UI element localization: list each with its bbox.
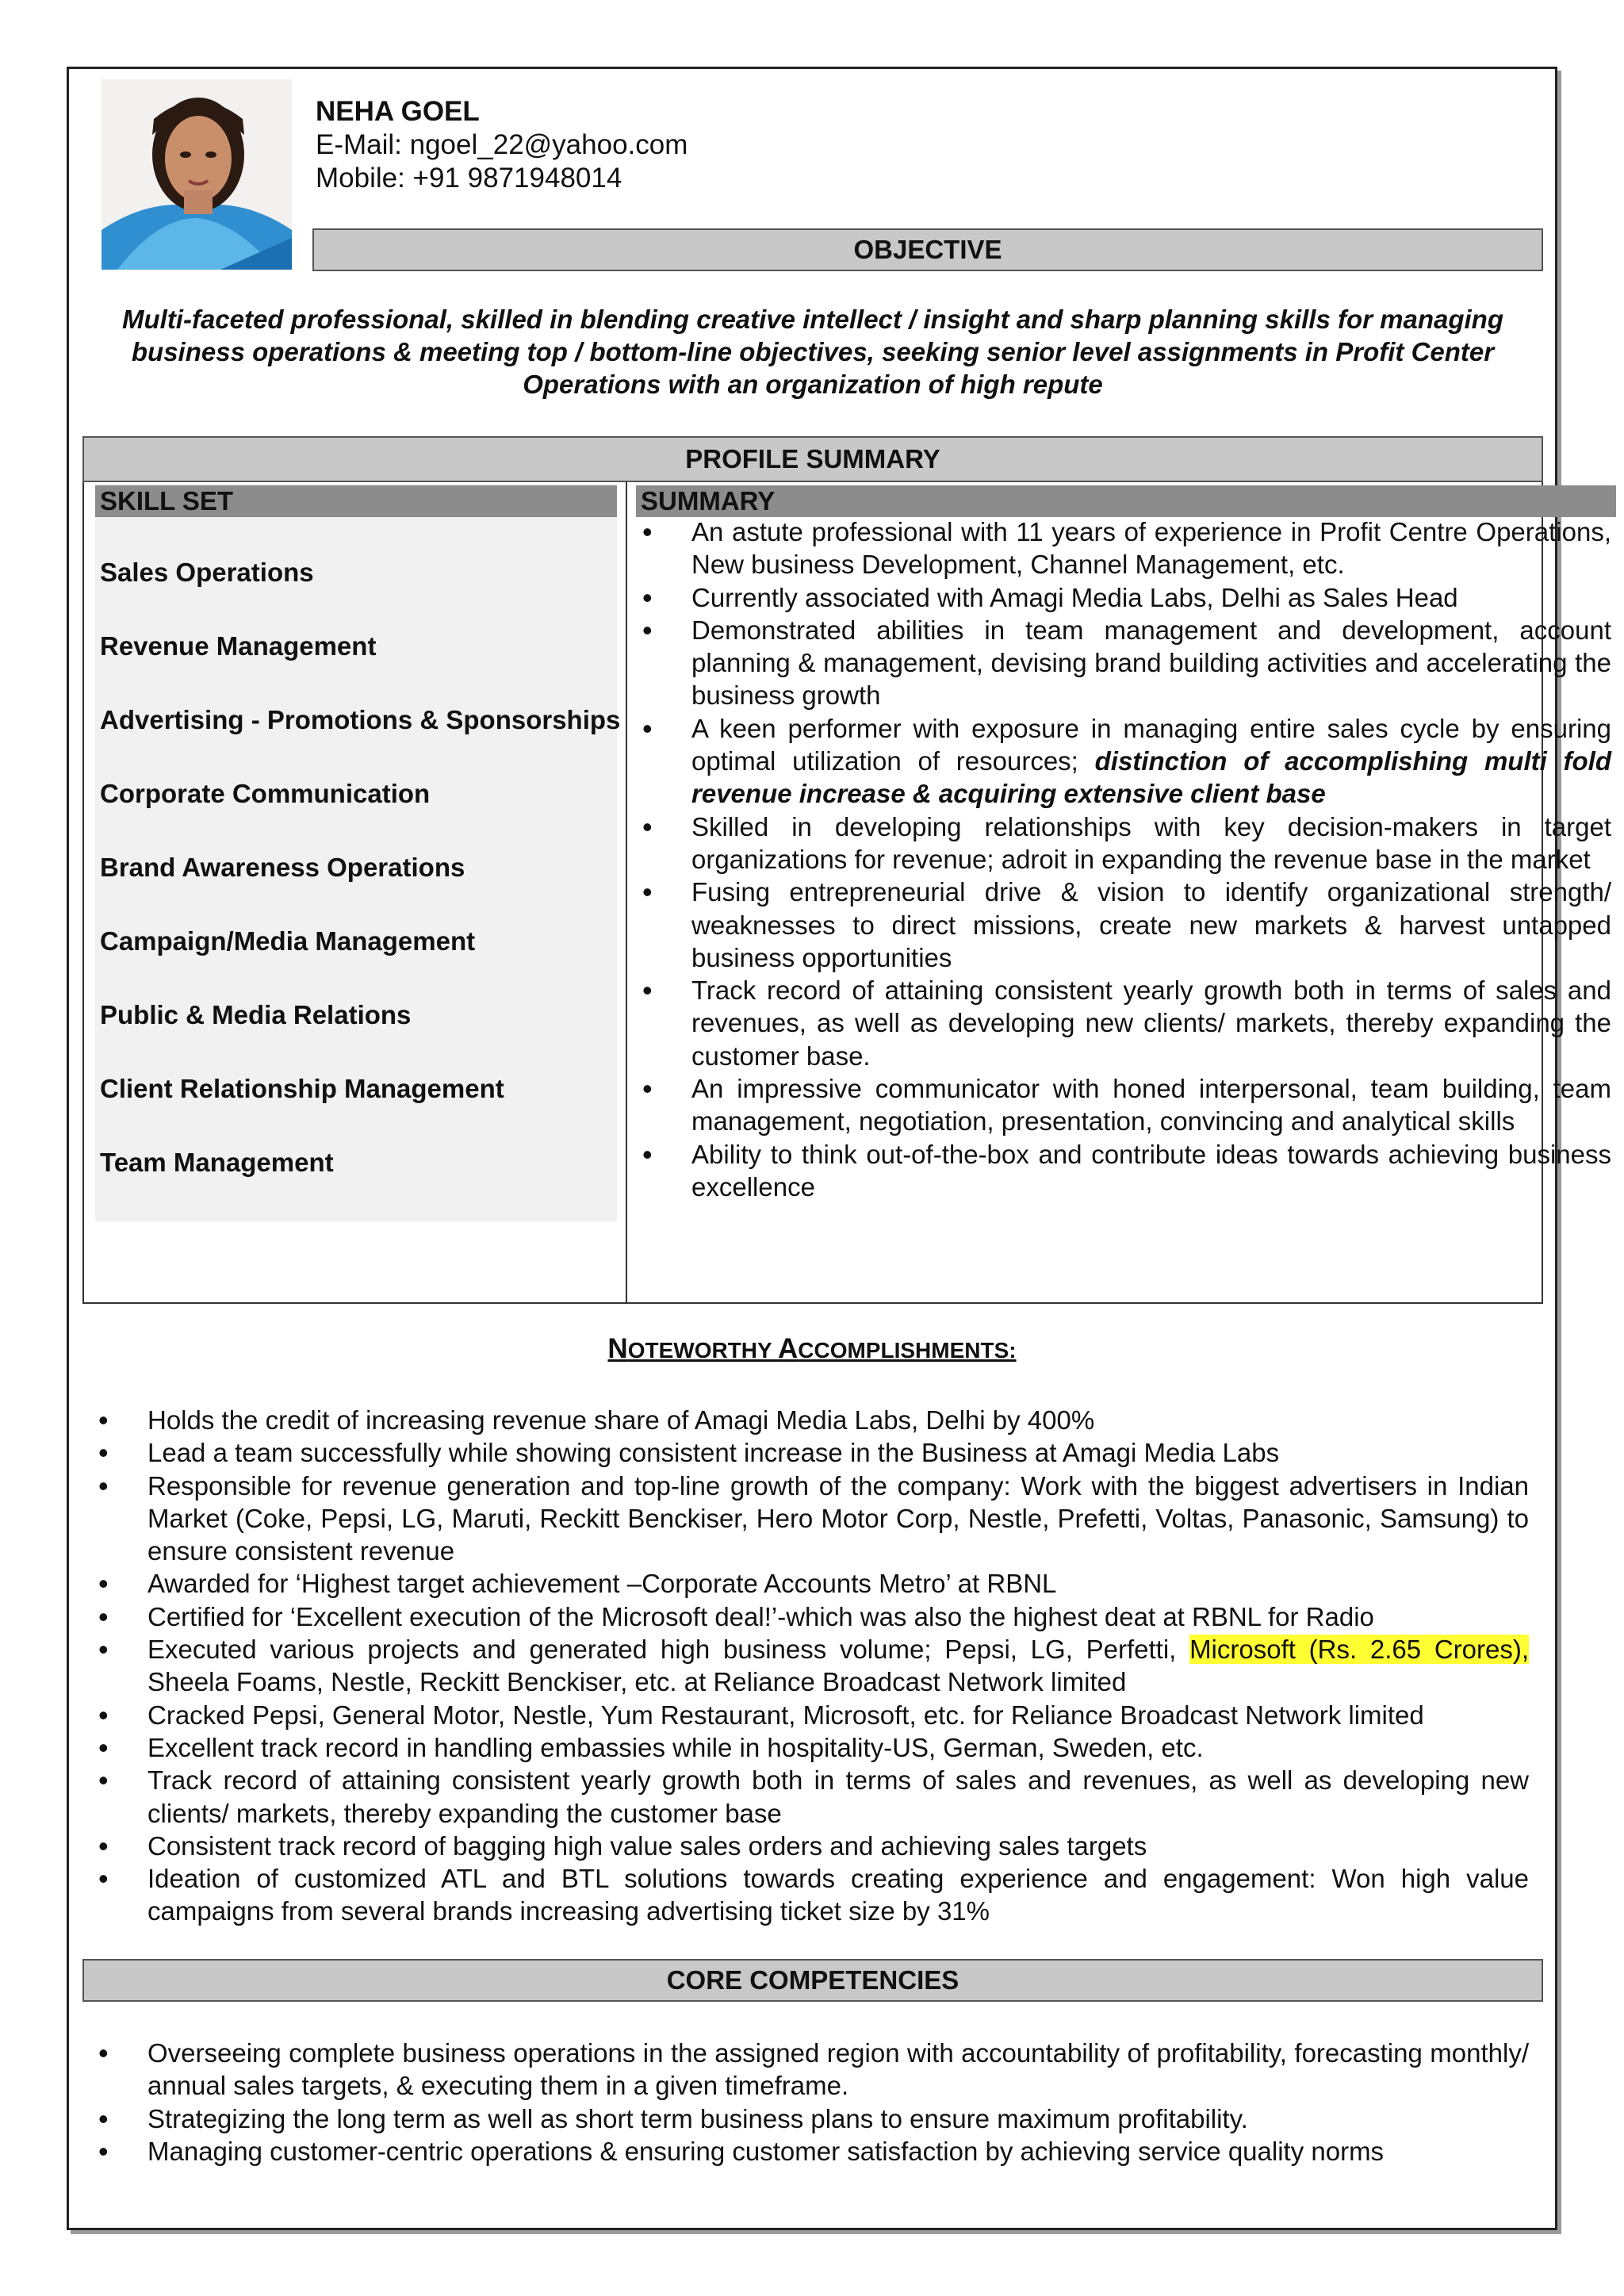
summary-item: • Currently associated with Amagi Media Labs, Delhi as Sales Head [636, 581, 1611, 614]
skill-item: Brand Awareness Operations [100, 853, 465, 882]
objective-text: Multi-faceted professional, skilled in blending creative intellect / insight and sharp planning skills for managing business operations & meeting top / bottom-line objectives, seeking senior level assignments in Profit Center Operations with an organization of high repute [122, 305, 1503, 399]
skill-item: Client Relationship Management [100, 1074, 504, 1103]
summary-heading: SUMMARY [636, 485, 1616, 517]
acc-heading-a: A [777, 1333, 799, 1364]
competency-item: • Overseeing complete business operations in the assigned region with accountability of profitability, forecasting monthly/ annual sales targets, & executing them in a given timeframe. [92, 2037, 1529, 2102]
mobile-line: Mobile: +91 9871948014 [316, 163, 622, 194]
accomplishment-item: • Cracked Pepsi, General Motor, Nestle, Yum Restaurant, Microsoft, etc. for Reliance Broadcast Network limited [92, 1699, 1529, 1731]
summary-item: • Demonstrated abilities in team management and development, account planning & management, devising brand building activities and accelerating the business growth [636, 614, 1611, 712]
summary-item-emphasis: distinction of accomplishing multi fold revenue increase & acquiring extensive client base [691, 746, 1612, 809]
accomplishment-item: • Lead a team successfully while showing consistent increase in the Business at Amagi Media Labs [92, 1436, 1529, 1469]
core-competencies-heading: CORE COMPETENCIES [82, 1959, 1543, 2002]
summary-item [636, 712, 1611, 811]
summary-item: • Track record of attaining consistent yearly growth both in terms of sales and revenues, as well as developing new clients/ markets, thereby expanding the customer base. [636, 974, 1611, 1072]
accomplishment-item: • Certified for ‘Excellent execution of the Microsoft deal!’-which was also the highest deat at RBNL for Radio [92, 1600, 1529, 1633]
accomplishment-item [92, 1633, 1529, 1699]
accomplishment-item: • Ideation of customized ATL and BTL solutions towards creating experience and engagement: Won high value campaigns from several brands increasing advertising ticket size by 31% [92, 1862, 1529, 1928]
core-competencies-list [92, 2037, 1529, 2168]
objective-heading: OBJECTIVE [312, 228, 1543, 271]
acc-heading-n: N [607, 1333, 628, 1364]
accomplishment-item: • Awarded for ‘Highest target achievement –Corporate Accounts Metro’ at RBNL [92, 1567, 1529, 1600]
skill-item: Public & Media Relations [100, 1000, 412, 1029]
skill-item: Corporate Communication [100, 779, 431, 808]
profile-summary-heading: PROFILE SUMMARY [82, 436, 1543, 482]
summary-item: • Fusing entrepreneurial drive & vision to identify organizational strength/ weaknesses to direct missions, create new markets & harvest untapped business opportunities [636, 876, 1611, 974]
skill-item: Team Management [100, 1148, 334, 1177]
summary-item-text: A keen performer with exposure in managing entire sales cycle by ensuring optimal utilization of resources; [691, 713, 1611, 776]
skill-item: Revenue Management [100, 631, 377, 661]
accomplishments-list [92, 1404, 1529, 1928]
competency-item: • Strategizing the long term as well as short term business plans to ensure maximum profitability. [92, 2102, 1529, 2135]
accomplishment-item: • Excellent track record in handling embassies while in hospitality-US, German, Sweden, etc. [92, 1731, 1529, 1764]
competency-item: • Managing customer-centric operations & ensuring customer satisfaction by achieving service quality norms [92, 2135, 1529, 2168]
profile-photo [102, 79, 292, 270]
acc-heading-ccomplishments: CCOMPLISHMENTS: [798, 1338, 1017, 1363]
accomplishment-text-rest: Sheela Foams, Nestle, Reckitt Benckiser, etc. at Reliance Broadcast Network limited [147, 1667, 1127, 1697]
skill-set-heading: SKILL SET [95, 485, 617, 517]
summary-list [636, 516, 1611, 1203]
summary-item: • An impressive communicator with honed interpersonal, team building, team management, negotiation, presentation, convincing and analytical skills [636, 1072, 1611, 1138]
highlighted-text: Microsoft (Rs. 2.65 Crores), [1189, 1635, 1529, 1665]
summary-item: • Ability to think out-of-the-box and contribute ideas towards achieving business excellence [636, 1138, 1611, 1204]
candidate-name: NEHA GOEL [316, 96, 480, 127]
accomplishment-item: • Track record of attaining consistent yearly growth both in terms of sales and revenues, as well as developing new clients/ markets, thereby expanding the customer base [92, 1764, 1529, 1830]
accomplishment-item: • Holds the credit of increasing revenue share of Amagi Media Labs, Delhi by 400% [92, 1404, 1529, 1436]
acc-heading-oteworthy: OTEWORTHY [627, 1338, 778, 1363]
summary-item: • An astute professional with 11 years of experience in Profit Centre Operations, New business Development, Channel Management, etc. [636, 516, 1611, 581]
accomplishments-heading [0, 1331, 1624, 1369]
column-divider [626, 482, 627, 1304]
accomplishment-item: • Consistent track record of bagging high value sales orders and achieving sales targets [92, 1830, 1529, 1862]
accomplishment-text: Executed various projects and generated high business volume; Pepsi, LG, Perfetti, [147, 1635, 1177, 1665]
contact-block [316, 95, 688, 195]
skill-item: Advertising - Promotions & Sponsorships [100, 705, 621, 734]
email-line: E-Mail: ngoel_22@yahoo.com [316, 129, 688, 160]
accomplishment-item: • Responsible for revenue generation and top-line growth of the company: Work with the biggest advertisers in Indian Market (Coke, Pepsi, LG, Maruti, Reckitt Benckiser, Hero Motor Corp, Nestle, Prefetti, Voltas, Panasonic, Samsung) to ensure consistent revenue [92, 1470, 1529, 1568]
skill-item: Campaign/Media Management [100, 926, 476, 956]
summary-item: • Skilled in developing relationships with key decision-makers in target organizations for revenue; adroit in expanding the revenue base in the market [636, 811, 1611, 876]
skill-item: Sales Operations [100, 558, 314, 587]
profile-summary-box [82, 436, 1612, 1304]
